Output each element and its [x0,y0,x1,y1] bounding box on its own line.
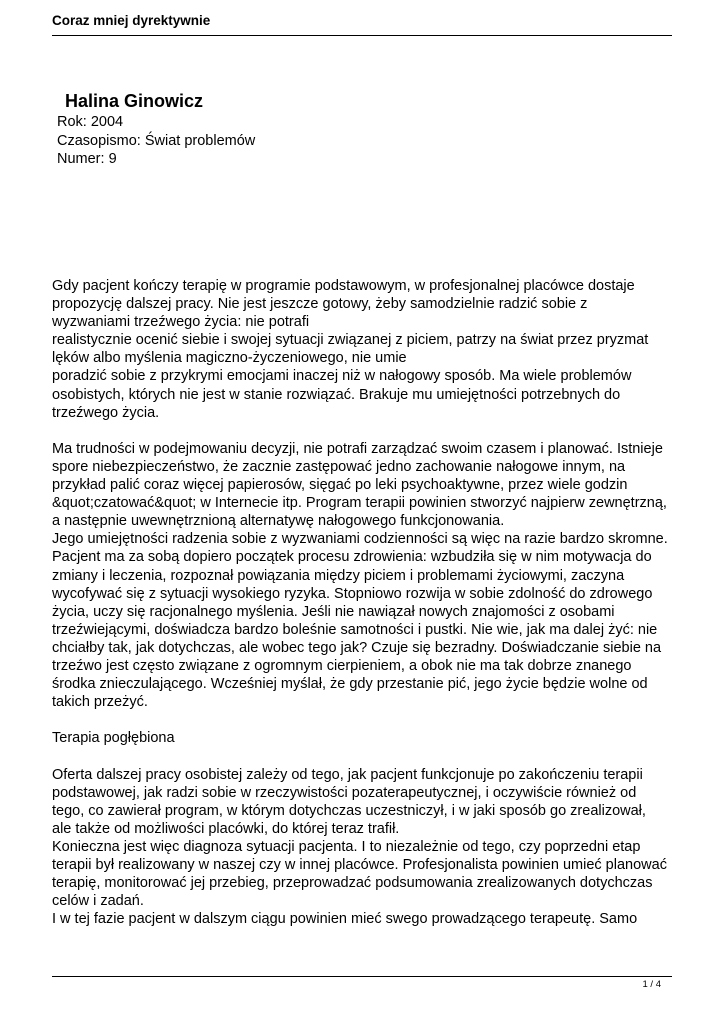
text-line: a następnie uwewnętrznioną alternatywę nałogowego funkcjonowania. [52,513,505,530]
text-line: tego, co zawierał program, w którym dotychczas uczestniczył, i w jaki sposób go zrealizował, [52,802,646,819]
text-line: wycofywać się z sytuacji wysokiego ryzyka. Stopniowo rozwija w sobie zdolność do zdrowego [52,585,653,602]
footer-rule [52,976,672,977]
text-line: propozycję dalszej pracy. Nie jest jeszcze gotowy, żeby samodzielnie radzić sobie z [52,296,588,313]
text-line: poradzić sobie z przykrymi emocjami inaczej niż w nałogowy sposób. Ma wiele problemów [52,368,632,385]
paragraph-gap [52,747,677,765]
text-line: trzeźwiejącymi, doświadcza bardzo boleśnie samotności i pustki. Nie wie, jak ma dalej żyć: nie [52,621,658,638]
running-header-title: Coraz mniej dyrektywnie [52,13,211,28]
text-line: osobistych, których nie jest w stanie rozwiązać. Brakuje mu umiejętności potrzebnych do [52,386,621,403]
text-line: trzeźwego życia. [52,404,160,421]
year-line: Rok: 2004 [57,114,124,130]
text-line: wyzwaniami trzeźwego życia: nie potrafi [52,314,310,331]
paragraph [52,440,677,711]
article-body [52,277,677,928]
text-line: &quot;czatować&quot; w Internecie itp. Program terapii powinien stworzyć najpierw zewnętrzną, [52,495,667,512]
text-line: Oferta dalszej pracy osobistej zależy od tego, jak pacjent funkcjonuje po zakończeniu terapii [52,766,643,783]
paragraph-gap [52,711,677,729]
text-line: Konieczna jest więc diagnoza sytuacji pacjenta. I to niezależnie od tego, czy poprzedni etap [52,838,641,855]
text-line: Pacjent ma za sobą dopiero początek procesu zdrowienia: wzbudziła się w nim motywacja do [52,549,652,566]
author-name: Halina Ginowicz [65,91,204,111]
text-line: Gdy pacjent kończy terapię w programie podstawowym, w profesjonalnej placówce dostaje [52,278,635,294]
text-line: takich przeżyć. [52,694,148,711]
section-heading [52,729,677,747]
text-line: środka znieczulającego. Wcześniej myślał, że gdy przestanie pić, jego życie będzie wolne od [52,676,648,693]
text-line: zmiany i leczenia, rozpoznał powiązania między piciem i problemami życiowymi, zaczyna [52,567,625,584]
header-rule [52,35,672,36]
text-line: chciałby tak, jak dotychczas, ale wobec tego jak? Czuje się bezradny. Doświadczanie siebie na [52,639,662,656]
paragraph [52,277,677,422]
text-line: spore niebezpieczeństwo, że zacznie zastępować jedno zachowanie nałogowe innym, na [52,458,626,475]
article-metadata [57,113,255,169]
issue-line: Numer: 9 [57,151,117,167]
page-number: 1 / 4 [642,979,661,990]
text-line: życia, uczy się racjonalnego myślenia. Jeśli nie nawiązał nowych znajomości z osobami [52,603,615,620]
text-line: Ma trudności w podejmowaniu decyzji, nie potrafi zarządzać swoim czasem i planować. Istnieje [52,440,663,457]
text-line: realistycznie ocenić siebie i swojej sytuacji związanej z piciem, patrzy na świat przez pryzmat [52,332,649,349]
magazine-line: Czasopismo: Świat problemów [57,132,256,149]
text-line: lęków albo myślenia magiczno-życzeniowego, nie umie [52,350,407,367]
text-line: celów i zadań. [52,893,144,910]
text-line: I w tej fazie pacjent w dalszym ciągu powinien mieć swego prowadzącego terapeutę. Samo [52,911,638,928]
text-line: terapii był realizowany w naszej czy w innej placówce. Profesjonalista powinien umieć planować [52,857,667,873]
text-line: przykład palić coraz więcej papierosów, sięgać po leki psychoaktywne, przez wiele godzin [52,477,628,494]
text-line: Terapia pogłębiona [52,730,175,747]
paragraph-gap [52,422,677,440]
text-line: terapię, monitorować jej przebieg, przeprowadzać podsumowania zrealizowanych dotychczas [52,875,653,892]
text-line: Jego umiejętności radzenia sobie z wyzwaniami codzienności są więc na razie bardzo skromne. [52,531,668,548]
paragraph [52,766,677,929]
text-line: ale także od możliwości placówki, do której teraz trafił. [52,820,400,837]
text-line: trzeźwo jest często związane z ogromnym cierpieniem, a obok nie ma tak dobrze znanego [52,657,632,674]
text-line: podstawowej, jak radzi sobie w rzeczywistości pozaterapeutycznej, i oczywiście również od [52,784,637,801]
